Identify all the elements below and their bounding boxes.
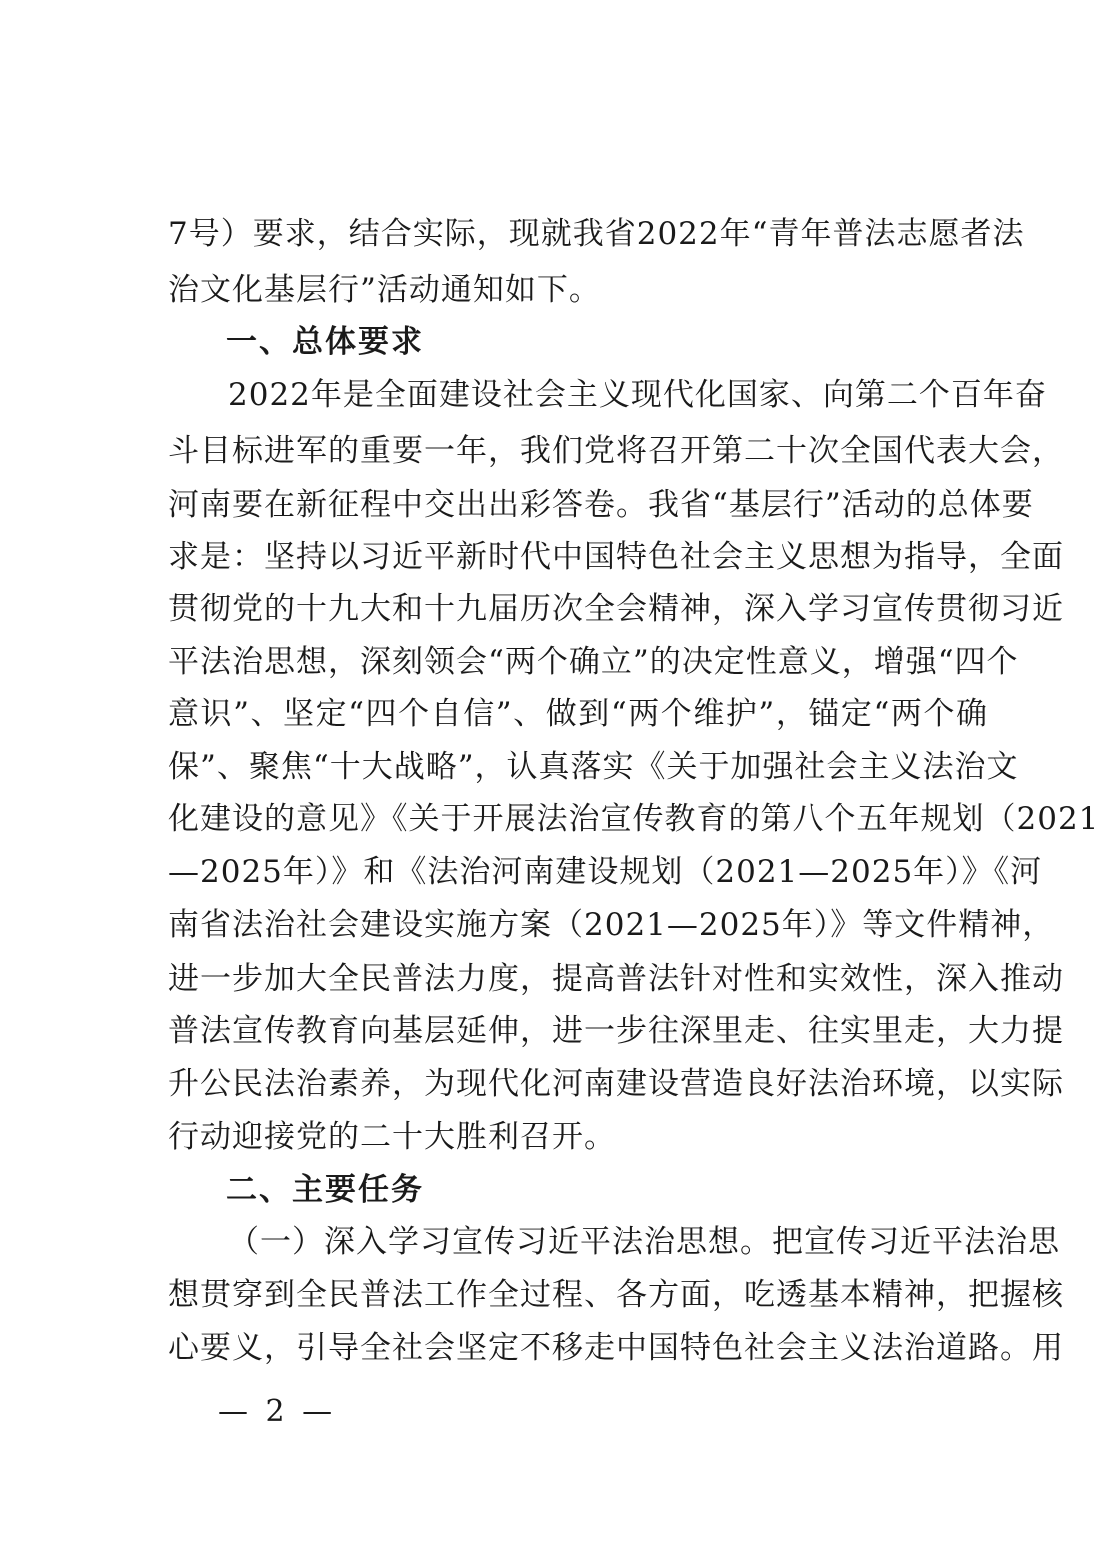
paragraph-line: —2025年）》和《法治河南建设规划（2021—2025年）》《河 (168, 854, 1043, 890)
paragraph-line: 2022年是全面建设社会主义现代化国家、向第二个百年奋 (228, 377, 1047, 413)
paragraph-line: 行动迎接党的二十大胜利召开。 (168, 1119, 616, 1155)
paragraph-line: 想贯穿到全民普法工作全过程、各方面，吃透基本精神，把握核 (168, 1277, 1064, 1313)
paragraph-line: 河南要在新征程中交出出彩答卷。我省“基层行”活动的总体要 (168, 487, 1034, 523)
paragraph-line: 保”、聚焦“十大战略”，认真落实《关于加强社会主义法治文 (168, 749, 1019, 785)
section-heading: 二、主要任务 (226, 1172, 424, 1208)
paragraph-line: 意识”、坚定“四个自信”、做到“两个维护”，锚定“两个确 (168, 696, 988, 732)
paragraph-line: 求是：坚持以习近平新时代中国特色社会主义思想为指导，全面 (168, 539, 1064, 575)
paragraph-line: 治文化基层行”活动通知如下。 (168, 272, 601, 308)
page-number: — 2 — (218, 1394, 337, 1429)
paragraph-line: 斗目标进军的重要一年，我们党将召开第二十次全国代表大会， (168, 433, 1064, 469)
paragraph-line: 进一步加大全民普法力度，提高普法针对性和实效性，深入推动 (168, 961, 1064, 997)
paragraph-line: 南省法治社会建设实施方案（2021—2025年）》等文件精神， (168, 907, 1055, 943)
paragraph-line: 化建设的意见》《关于开展法治宣传教育的第八个五年规划（2021 (168, 801, 1100, 837)
paragraph-line: 升公民法治素养，为现代化河南建设营造良好法治环境，以实际 (168, 1066, 1064, 1102)
paragraph-line: （一）深入学习宣传习近平法治思想。把宣传习近平法治思 (228, 1224, 1060, 1260)
section-heading: 一、总体要求 (226, 324, 424, 360)
paragraph-line: 心要义，引导全社会坚定不移走中国特色社会主义法治道路。用 (168, 1330, 1064, 1366)
paragraph-line: 普法宣传教育向基层延伸，进一步往深里走、往实里走，大力提 (168, 1013, 1064, 1049)
paragraph-line: 7号）要求，结合实际，现就我省2022年“青年普法志愿者法 (168, 216, 1025, 252)
paragraph-line: 贯彻党的十九大和十九届历次全会精神，深入学习宣传贯彻习近 (168, 591, 1064, 627)
paragraph-line: 平法治思想，深刻领会“两个确立”的决定性意义，增强“四个 (168, 644, 1019, 680)
